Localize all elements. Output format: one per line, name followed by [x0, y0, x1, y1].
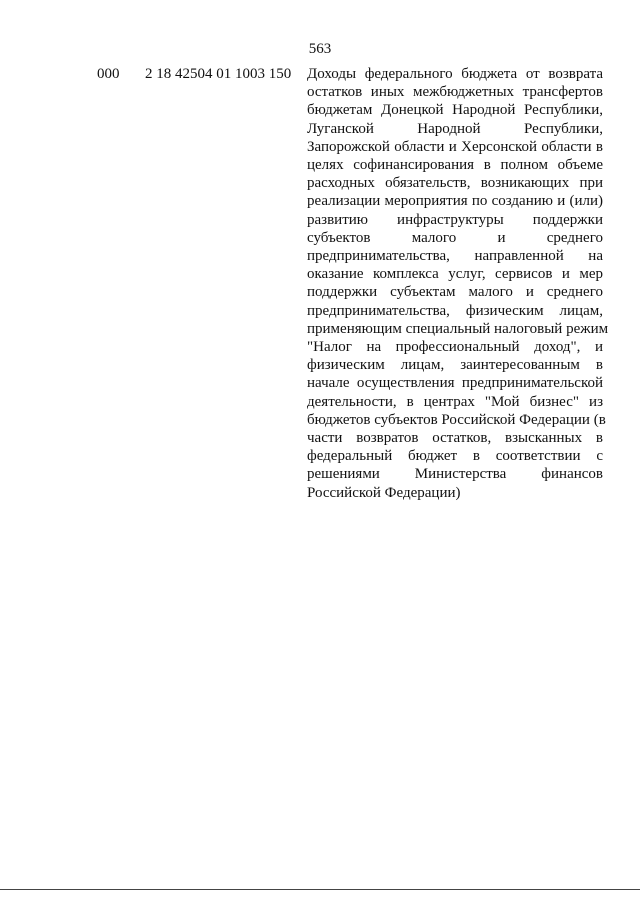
- description-line: развитию инфраструктуры поддержки: [307, 211, 603, 228]
- description-line: целях софинансирования в полном объеме: [307, 157, 603, 174]
- description-line: бюджетам Донецкой Народной Республики,: [307, 102, 603, 119]
- budget-classification-code: 2 18 42504 01 1003 150: [145, 66, 292, 82]
- revenue-description: [307, 65, 609, 502]
- description-line: физическим лицам, заинтересованным в: [307, 357, 603, 374]
- description-line: деятельности, в центрах "Мой бизнес" из: [307, 393, 603, 410]
- description-line: остатков иных межбюджетных трансфертов: [307, 84, 603, 101]
- bottom-edge-line: [0, 889, 640, 890]
- description-line: субъектов малого и среднего: [307, 229, 603, 246]
- description-line: Доходы федерального бюджета от возврата: [307, 66, 603, 82]
- description-line: реализации мероприятия по созданию и (или): [307, 193, 603, 210]
- description-line: применяющим специальный налоговый режим: [307, 320, 609, 337]
- description-line: части возвратов остатков, взысканных в: [307, 430, 603, 447]
- description-line: бюджетов субъектов Российской Федерации (в: [307, 411, 606, 428]
- administrator-code: 000: [97, 66, 120, 82]
- description-line: расходных обязательств, возникающих при: [307, 175, 603, 192]
- description-line: федеральный бюджет в соответствии с: [307, 448, 603, 465]
- description-line: "Налог на профессиональный доход", и: [307, 339, 603, 356]
- description-line: Российской Федерации): [307, 484, 461, 501]
- description-line: Запорожской области и Херсонской области в: [307, 138, 603, 155]
- description-line: поддержки субъектам малого и среднего: [307, 284, 603, 301]
- page-number: 563: [308, 41, 332, 57]
- description-line: предпринимательства, физическим лицам,: [307, 302, 603, 319]
- description-line: Луганской Народной Республики,: [307, 120, 603, 137]
- description-line: оказание комплекса услуг, сервисов и мер: [307, 266, 603, 283]
- description-line: начале осуществления предпринимательской: [307, 375, 603, 392]
- description-line: решениями Министерства финансов: [307, 466, 603, 483]
- description-line: предпринимательства, направленной на: [307, 248, 603, 265]
